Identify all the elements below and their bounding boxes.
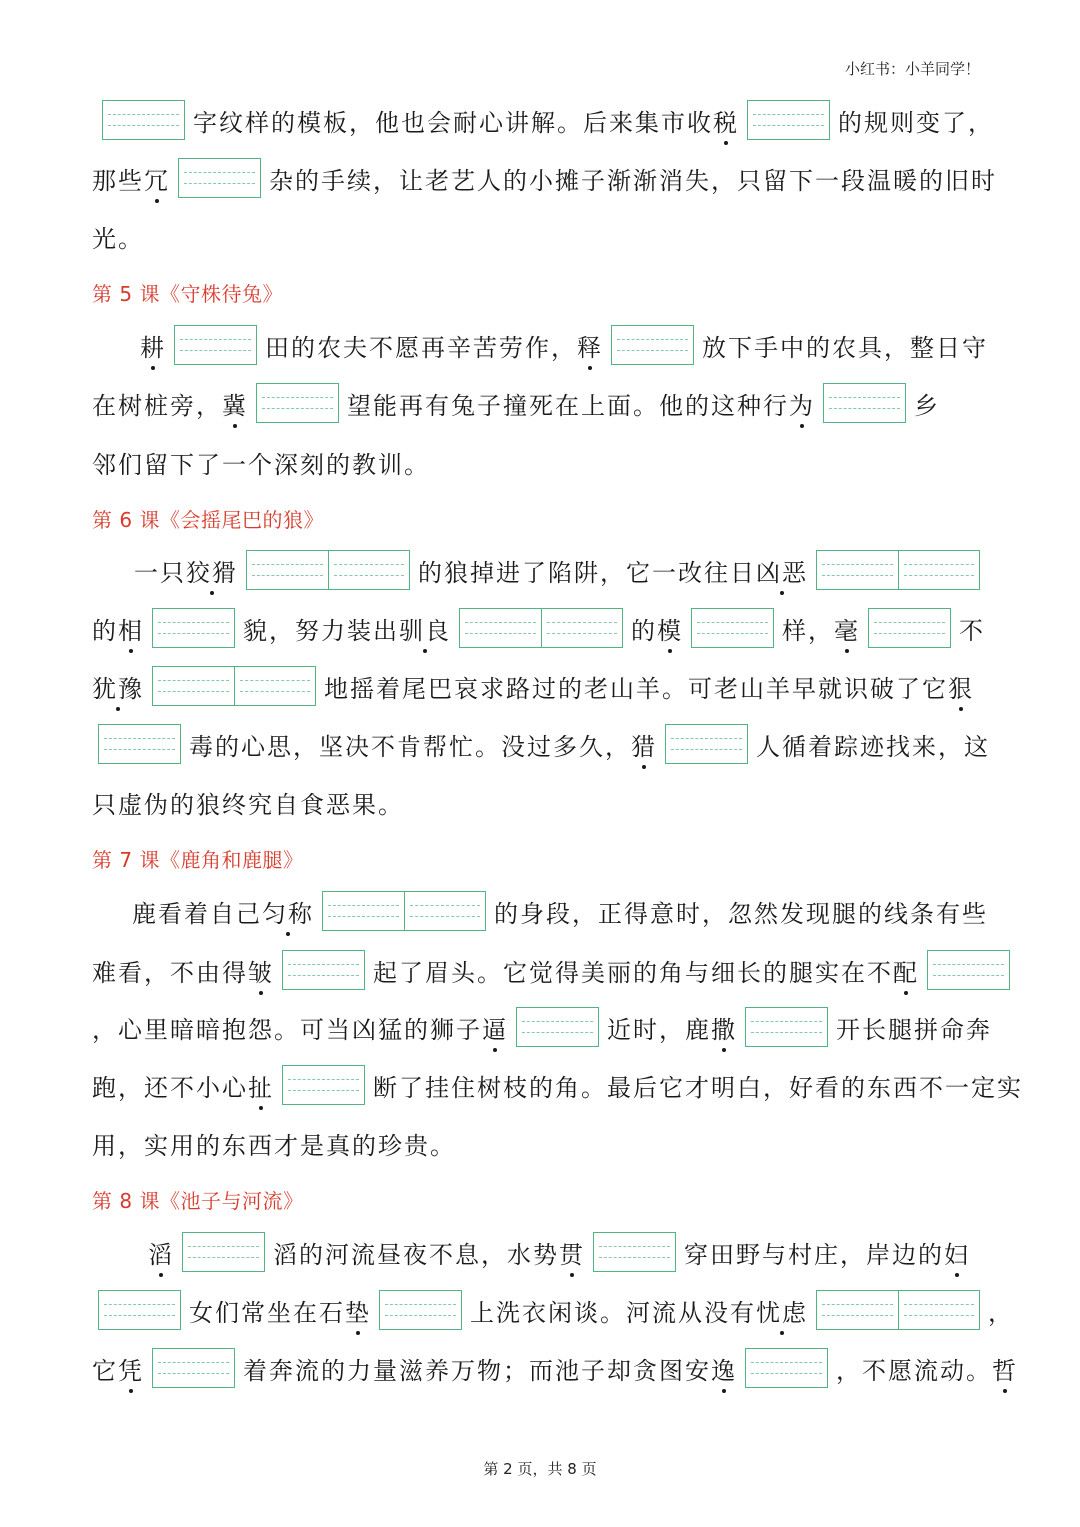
- answer-box[interactable]: [516, 1007, 599, 1047]
- answer-box[interactable]: [459, 608, 623, 648]
- text: 一只: [134, 558, 186, 587]
- text: 断了挂住树枝的角。最后它才明白，好看的东西不一定实: [373, 1073, 1023, 1102]
- answer-box[interactable]: [182, 1232, 265, 1272]
- answer-box[interactable]: [102, 100, 185, 140]
- text: 貌，努力装出: [243, 616, 399, 645]
- answer-box[interactable]: [282, 1065, 365, 1105]
- marked-char: 狡猾: [186, 553, 238, 588]
- text: 人循着踪迹找来，这: [756, 732, 990, 761]
- text: 田的农夫不愿再辛苦劳作，: [265, 333, 577, 362]
- s8-line-3: [92, 1338, 1018, 1398]
- text: 跑，还不小心: [92, 1073, 248, 1102]
- text: 望能再有兔子撞死在上面。他的这种行: [347, 391, 789, 420]
- text: 那些: [92, 166, 144, 195]
- text: 乡: [914, 391, 940, 420]
- marked-char: 凭: [118, 1351, 144, 1386]
- marked-char: 相: [118, 611, 144, 646]
- text: 用，实用的东西才是真的珍贵。: [92, 1131, 456, 1160]
- marked-char: 释: [577, 328, 603, 363]
- marked-char: 滔: [148, 1235, 174, 1270]
- s7-line-5: [92, 1113, 988, 1173]
- answer-box[interactable]: [256, 383, 339, 423]
- s8-line-1: [92, 1222, 988, 1282]
- text: 样，: [782, 616, 834, 645]
- text: 字纹样的模板，他也会耐心讲解。后来集市收: [193, 108, 713, 137]
- marked-char: 耕: [140, 328, 166, 363]
- text: 的身段，正得意时，忽然发现腿的线条有些: [494, 899, 988, 928]
- answer-box[interactable]: [816, 550, 980, 590]
- text: 近时，鹿: [607, 1015, 711, 1044]
- text: 它: [92, 1356, 118, 1385]
- marked-char: 驯良: [399, 611, 451, 646]
- s7-line-1: [92, 881, 988, 941]
- s6-line-2: [92, 598, 988, 658]
- text: 的: [92, 616, 118, 645]
- text: ，: [988, 1298, 1014, 1327]
- marked-char: 犹豫: [92, 669, 144, 704]
- text: 在树桩旁，: [92, 391, 222, 420]
- s5-line-2: [92, 373, 988, 433]
- marked-char: 扯: [248, 1068, 274, 1103]
- s5-line-1: [92, 315, 988, 375]
- answer-box[interactable]: [152, 666, 316, 706]
- text: 杂的手续，让老艺人的小摊子渐渐消失，只留下一段温暖的旧时: [269, 166, 997, 195]
- answer-box[interactable]: [152, 1348, 235, 1388]
- answer-box[interactable]: [611, 325, 694, 365]
- text: 女们常坐在石: [189, 1298, 345, 1327]
- s6-line-1: [92, 540, 988, 600]
- watermark: 小红书：小羊同学！: [844, 60, 980, 78]
- answer-box[interactable]: [816, 1290, 980, 1330]
- marked-char: 模: [657, 611, 683, 646]
- marked-char: 冀: [222, 386, 248, 421]
- marked-char: 毫: [834, 611, 860, 646]
- answer-box[interactable]: [868, 608, 951, 648]
- s7-line-2: [92, 940, 988, 1000]
- answer-box[interactable]: [174, 325, 257, 365]
- marked-char: 匀称: [262, 894, 314, 929]
- s6-line-5: [92, 772, 988, 832]
- lesson-5-title: 第 5 课《守株待兔》: [92, 282, 283, 306]
- text: 上洗衣闲谈。河流从没有: [470, 1298, 756, 1327]
- lesson-8-title: 第 8 课《池子与河流》: [92, 1189, 304, 1213]
- text: 着奔流的力量滋养万物；而池子却贪图安: [243, 1356, 711, 1385]
- lesson-6-title: 第 6 课《会摇尾巴的狼》: [92, 508, 324, 532]
- page-footer: 第 2 页，共 8 页: [483, 1460, 597, 1478]
- s4-line-3: [92, 206, 988, 266]
- lesson-7-title: 第 7 课《鹿角和鹿腿》: [92, 848, 304, 872]
- text: 难看，不由得: [92, 958, 248, 987]
- marked-char: 配: [893, 953, 919, 988]
- text: 起了眉头。它觉得美丽的角与细长的腿实在不: [373, 958, 893, 987]
- answer-box[interactable]: [379, 1290, 462, 1330]
- answer-box[interactable]: [691, 608, 774, 648]
- answer-box[interactable]: [745, 1348, 828, 1388]
- marked-char: 逼: [482, 1010, 508, 1045]
- answer-box[interactable]: [747, 100, 830, 140]
- answer-box[interactable]: [152, 608, 235, 648]
- answer-box[interactable]: [282, 950, 365, 990]
- marked-char: 撒: [711, 1010, 737, 1045]
- answer-box[interactable]: [98, 724, 181, 764]
- s5-line-3: [92, 432, 988, 492]
- answer-box[interactable]: [745, 1007, 828, 1047]
- text: 开长腿拼命奔: [836, 1015, 992, 1044]
- marked-char: 垫: [345, 1293, 371, 1328]
- answer-box[interactable]: [665, 724, 748, 764]
- answer-box[interactable]: [178, 158, 261, 198]
- s4-line-1: [92, 90, 994, 150]
- text: 放下手中的农具，整日守: [702, 333, 988, 362]
- text: 的: [631, 616, 657, 645]
- s8-line-2: [92, 1280, 1014, 1340]
- marked-char: 狠: [948, 669, 974, 704]
- text: 地摇着尾巴哀求路过的老山羊。可老山羊早就识破了它: [324, 674, 948, 703]
- text: 毒的心思，坚决不肯帮忙。没过多久，: [189, 732, 631, 761]
- text: ，不愿流动。: [836, 1356, 992, 1385]
- text: 不: [959, 616, 985, 645]
- answer-box[interactable]: [593, 1232, 676, 1272]
- marked-char: 税: [713, 103, 739, 138]
- text: 只虚伪的狼终究自食恶果。: [92, 790, 404, 819]
- marked-char: 妇: [944, 1235, 970, 1270]
- answer-box[interactable]: [98, 1290, 181, 1330]
- s7-line-3: [92, 997, 992, 1057]
- text: 穿田野与村庄，岸边的: [684, 1240, 944, 1269]
- text: 光。: [92, 224, 144, 253]
- text: 鹿看着自己: [132, 899, 262, 928]
- answer-box[interactable]: [927, 950, 1010, 990]
- s4-line-2: [92, 148, 997, 208]
- answer-box[interactable]: [823, 383, 906, 423]
- text: 的规则变了，: [838, 108, 994, 137]
- s6-line-4: [92, 714, 988, 774]
- text: ，心里暗暗抱怨。可当凶猛的狮子: [92, 1015, 482, 1044]
- answer-box[interactable]: [246, 550, 410, 590]
- text: 的狼掉进了陷阱，它一改往日: [418, 558, 756, 587]
- text: 滔的河流昼夜不息，水势: [273, 1240, 559, 1269]
- answer-box[interactable]: [322, 891, 486, 931]
- marked-char: 皱: [248, 953, 274, 988]
- marked-char: 为: [789, 386, 815, 421]
- s7-line-4: [92, 1055, 1023, 1115]
- s6-line-3: [92, 656, 988, 716]
- marked-char: 逸: [711, 1351, 737, 1386]
- marked-char: 猎: [631, 727, 657, 762]
- marked-char: 忧虑: [756, 1293, 808, 1328]
- marked-char: 贯: [559, 1235, 585, 1270]
- marked-char: 哲: [992, 1351, 1018, 1386]
- marked-char: 冗: [144, 161, 170, 196]
- text: 邻们留下了一个深刻的教训。: [92, 450, 430, 479]
- marked-char: 凶恶: [756, 553, 808, 588]
